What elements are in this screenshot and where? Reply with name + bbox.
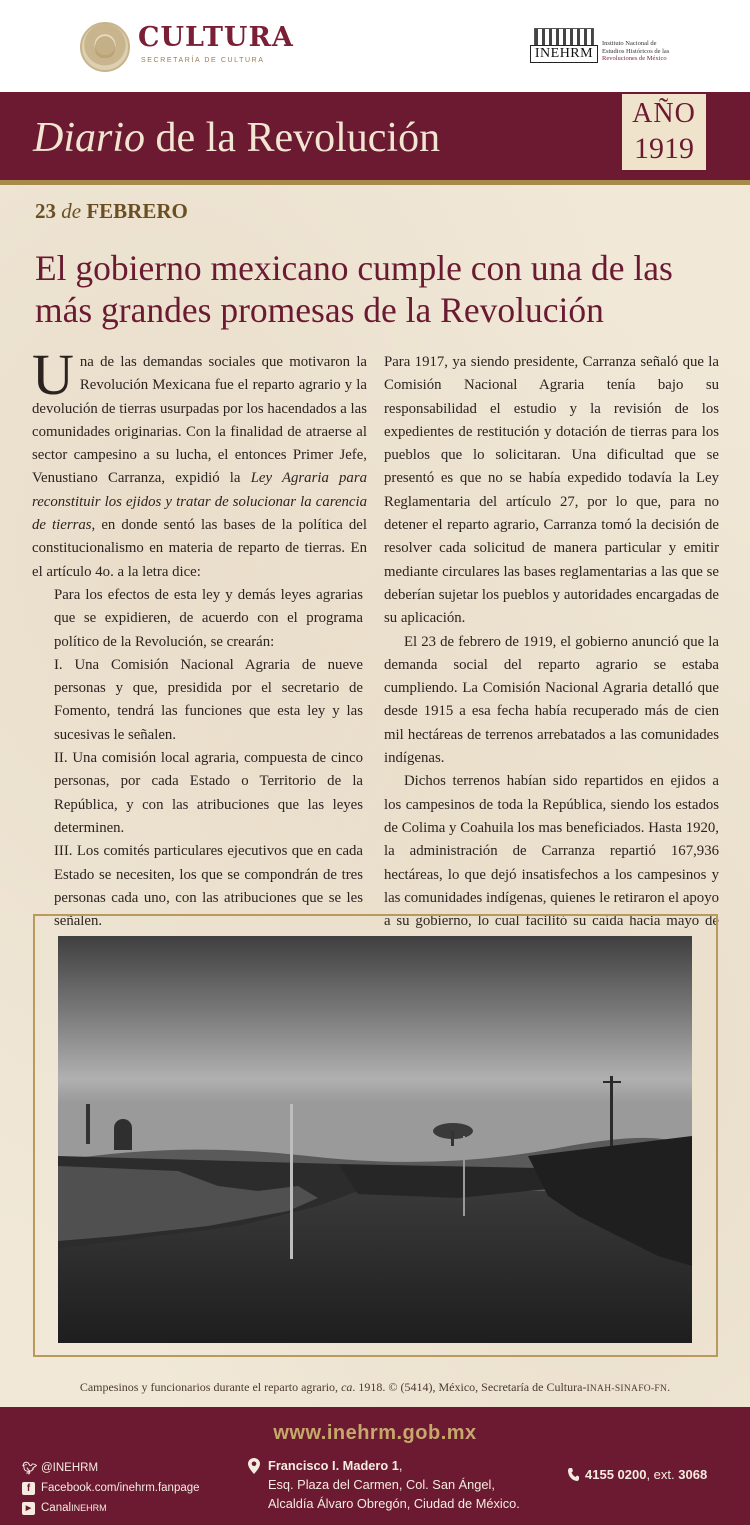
social-links: [22, 1458, 200, 1518]
mexico-seal-icon: [80, 22, 130, 72]
map-pin-icon: [248, 1458, 260, 1474]
phone-block[interactable]: [568, 1467, 707, 1482]
date-month: FEBRERO: [86, 199, 188, 223]
law-quote: [54, 584, 363, 933]
caption-end: .: [667, 1380, 671, 1394]
publication-title: [33, 114, 440, 162]
photo-caption: [0, 1380, 750, 1395]
youtube-icon: ▶: [22, 1502, 35, 1515]
year-value: 1919: [634, 132, 694, 165]
address-comma: ,: [398, 1458, 403, 1473]
youtube-channel: INEHRM: [71, 1503, 107, 1513]
phone-ext-label: , ext.: [646, 1467, 679, 1482]
caption-part-a: Campesinos y funcionarios durante el reparto agrario,: [79, 1380, 342, 1394]
website-link[interactable]: www.inehrm.gob.mx: [273, 1422, 477, 1444]
left-paragraph: [32, 342, 367, 584]
inehrm-building-icon: [534, 28, 594, 46]
right-paragraph-3: Dichos terrenos habían sido repartidos en ejidos a los campesinos de toda la República, siendo los estados de Colima y Coahuila los mas beneficiados. Hasta 1920, la administración de Carranza repartió 167,936 hectáreas, lo que dejó insatisfechos a los campesinos y las comunidades indígenas, quienes le retiraron el apoyo a su gobierno, lo cual facilitó su caída hacia mayo de: [384, 773, 719, 930]
right-paragraph-1: Para 1917, ya siendo presidente, Carranza señaló que la Comisión Nacional Agraria tenía bajo su responsabilidad el estudio y la revisión de los expedientes de restitución y dotación de tierras para los pueblos que lo solicitaran. Una dificultad que se presentó es que no se había expedido todavía la Ley Reglamentaria del artículo 27, por lo que, para no detener el reparto agrario, Carranza tomó la decisión de resolver cada solicitud de manera particular y emitir mediante circulares las bases reglamentarias a las que se deberían sujetar los pueblos y autoridades encargadas de su aplicación.: [384, 354, 719, 627]
facebook-link[interactable]: [22, 1478, 200, 1498]
caption-archive: INAH-SINAFO-FN: [586, 1384, 668, 1394]
twitter-icon: 🐦︎: [22, 1460, 38, 1475]
historical-photo: [58, 936, 692, 1343]
date-de: de: [61, 199, 82, 223]
law-title: Ley Agraria para reconstituir los ejidos y tratar de solucionar la carencia de tierras: [32, 470, 367, 534]
inehrm-line2: Estudios Históricos de las: [602, 47, 670, 55]
inehrm-line3: Revoluciones de México: [602, 55, 667, 62]
twitter-handle: @INEHRM: [41, 1462, 99, 1474]
address-line-3: Alcaldía Álvaro Obregón, Ciudad de México.: [268, 1496, 520, 1511]
right-paragraph-2: El 23 de febrero de 1919, el gobierno anunció que la demanda social del reparto agrario se estaba cumpliendo. La Comisión Nacional Agraria detalló que desde 1915 a esa fecha había recuperado más de cien mil hectáreas de terrenos arrebatados a las comunidades indígenas.: [384, 633, 719, 767]
title-rest: de la Revolución: [145, 115, 441, 161]
left-text-a: na de las demandas sociales que motivaron la Revolución Mexicana fue el reparto agrario y la devolución de tierras usurpadas por los hacendados a las comunidades originarias. Con la finalidad de atraerse al sector campesino a su lucha, el entonces Primer Jefe, Venustiano Carranza, expidió la: [32, 354, 367, 487]
left-column: [32, 342, 367, 584]
phone-icon: [568, 1468, 579, 1481]
quote-item-iii: III. Los comités particulares ejecutivos que en cada Estado se necesiten, los que se compondrán de tres personas cada uno, con las atribuciones que se les señalen.: [54, 843, 363, 930]
article-date: [35, 199, 188, 224]
caption-ca: ca: [341, 1380, 353, 1394]
quote-intro: Para los efectos de esta ley y demás leyes agrarias que se expidieren, de acuerdo con el programa político de la Revolución, se crearán:: [54, 587, 363, 650]
caption-part-b: . 1918. © (5414), México, Secretaría de Cultura-: [352, 1380, 587, 1394]
right-column: [384, 351, 719, 957]
address-street: Francisco I. Madero 1: [268, 1458, 399, 1473]
year-label: AÑO: [632, 98, 696, 129]
title-italic: Diario: [33, 115, 146, 161]
drop-cap: U: [32, 342, 74, 407]
quote-item-ii: II. Una comisión local agraria, compuesta de cinco personas, por cada Estado o Territorio de la República, y con las atribuciones que las leyes determinen.: [54, 750, 363, 836]
left-text-b: , en donde sentó las bases de la política del constitucionalismo en materia de reparto de tierras. En el artículo 4o. a la letra dice:: [32, 517, 367, 580]
inehrm-logo-text: INEHRM: [530, 45, 598, 63]
inehrm-logo: [530, 28, 598, 64]
address-line-1: [250, 1456, 520, 1475]
facebook-url: Facebook.com/inehrm.fanpage: [41, 1482, 200, 1494]
photo-illustration: [58, 936, 692, 1343]
youtube-link[interactable]: [22, 1498, 200, 1518]
quote-item-i: I. Una Comisión Nacional Agraria de nueve personas y que, presidida por el secretario de Fomento, tendrá las funciones que esta ley y las sucesivas le señalen.: [54, 656, 363, 743]
facebook-icon: f: [22, 1482, 35, 1495]
address-block: [250, 1456, 520, 1513]
inehrm-line1: Instituto Nacional de: [602, 40, 657, 47]
twitter-link[interactable]: [22, 1458, 200, 1478]
article-headline: El gobierno mexicano cumple con una de las más grandes promesas de la Revolución: [35, 248, 673, 330]
cultura-logo-text: CULTURA: [138, 22, 294, 53]
inehrm-fullname: [602, 40, 712, 63]
phone-extension: 3068: [678, 1467, 708, 1482]
year-badge: [622, 94, 706, 170]
date-day: 23: [35, 199, 56, 223]
phone-number: 4155 0200: [585, 1467, 647, 1482]
youtube-label: Canal: [41, 1502, 72, 1514]
cultura-subtitle: SECRETARÍA DE CULTURA: [141, 57, 265, 64]
address-line-2: Esq. Plaza del Carmen, Col. San Ángel,: [268, 1477, 495, 1492]
